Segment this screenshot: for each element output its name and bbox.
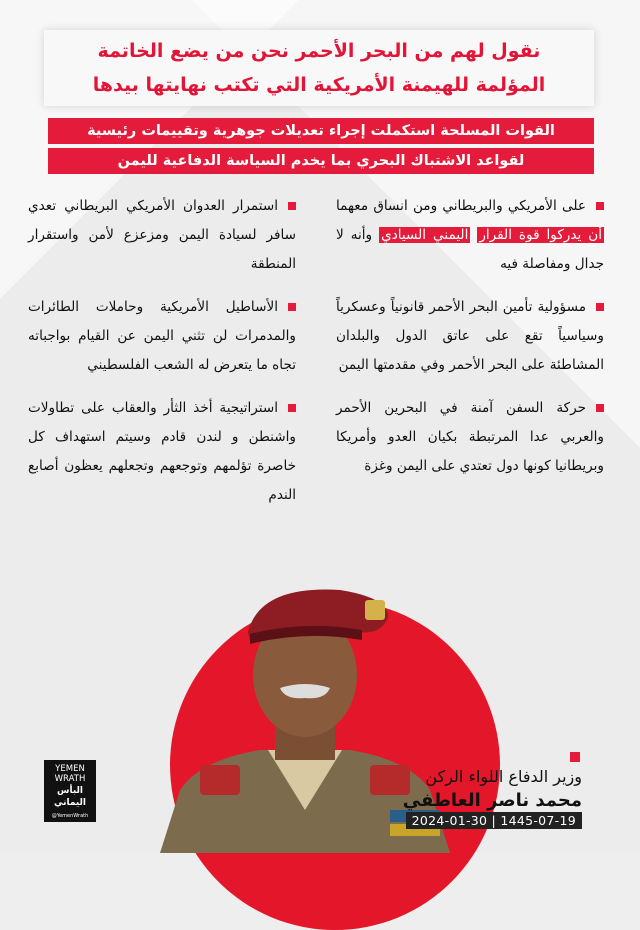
caption-marker: [570, 752, 580, 762]
point-item: مسؤولية تأمين البحر الأحمر قانونياً وعسكرياً وسياسياً تقع على عاتق الدول والبلدان المشاطئة على البحر الأحمر وفي مقدمتها اليمن: [336, 299, 604, 373]
subheadline-line-2: لقواعد الاشتباك البحري بما يخدم السياسة الدفاعية لليمن: [48, 148, 594, 174]
caption: [403, 766, 582, 814]
caption-title: وزير الدفاع اللواء الركن: [425, 767, 582, 786]
bullet-icon: [288, 404, 296, 412]
brand-logo: YEMEN WRATH البأس اليماني @YemenWrath: [44, 760, 96, 822]
bullet-icon: [596, 202, 604, 210]
point-item: الأساطيل الأمريكية وحاملات الطائرات والمدمرات لن تثني اليمن عن القيام بواجباته تجاه ما يتعرض له الشعب الفلسطيني: [28, 299, 296, 373]
highlight: اليمني السيادي: [381, 227, 469, 243]
subheadline-line-1: القوات المسلحة استكملت إجراء تعديلات جوهرية وتقييمات رئيسية: [48, 118, 594, 144]
point-item: استمرار العدوان الأمريكي البريطاني تعدي سافر لسيادة اليمن ومزعزع لأمن واستقرار المنطقة: [28, 198, 296, 272]
right-column: [336, 192, 604, 495]
bullet-icon: [596, 303, 604, 311]
bullet-icon: [288, 202, 296, 210]
headline-box: [44, 30, 594, 106]
left-column: [28, 192, 296, 524]
date-badge: 2024-01-30 | 1445-07-19: [406, 812, 582, 829]
point-item: على الأمريكي والبريطاني ومن انساق معهما أن يدركوا قوة القرار اليمني السيادي وأنه لا جدال ومفاصلة فيه: [336, 198, 604, 272]
bullet-icon: [596, 404, 604, 412]
point-item: حركة السفن آمنة في البحرين الأحمر والعربي عدا المرتبطة بكيان العدو وأمريكا وبريطانيا كونها دول تعتدي على اليمن وغزة: [336, 400, 604, 474]
caption-name: محمد ناصر العاطفي: [402, 790, 582, 811]
point-item: استراتيجية أخذ الثأر والعقاب على تطاولات واشنطن و لندن قادم وسيتم استهداف كل خاصرة تؤلمهم وتوجعهم وتجعلهم يعظون أصابع الندم: [28, 400, 296, 503]
bullet-icon: [288, 303, 296, 311]
headline-line-1: نقول لهم من البحر الأحمر نحن من يضع الخاتمة: [97, 40, 541, 62]
headline-line-2: المؤلمة للهيمنة الأمريكية التي تكتب نهايتها بيدها: [92, 74, 546, 96]
highlight: أن يدركوا قوة القرار: [479, 227, 603, 243]
